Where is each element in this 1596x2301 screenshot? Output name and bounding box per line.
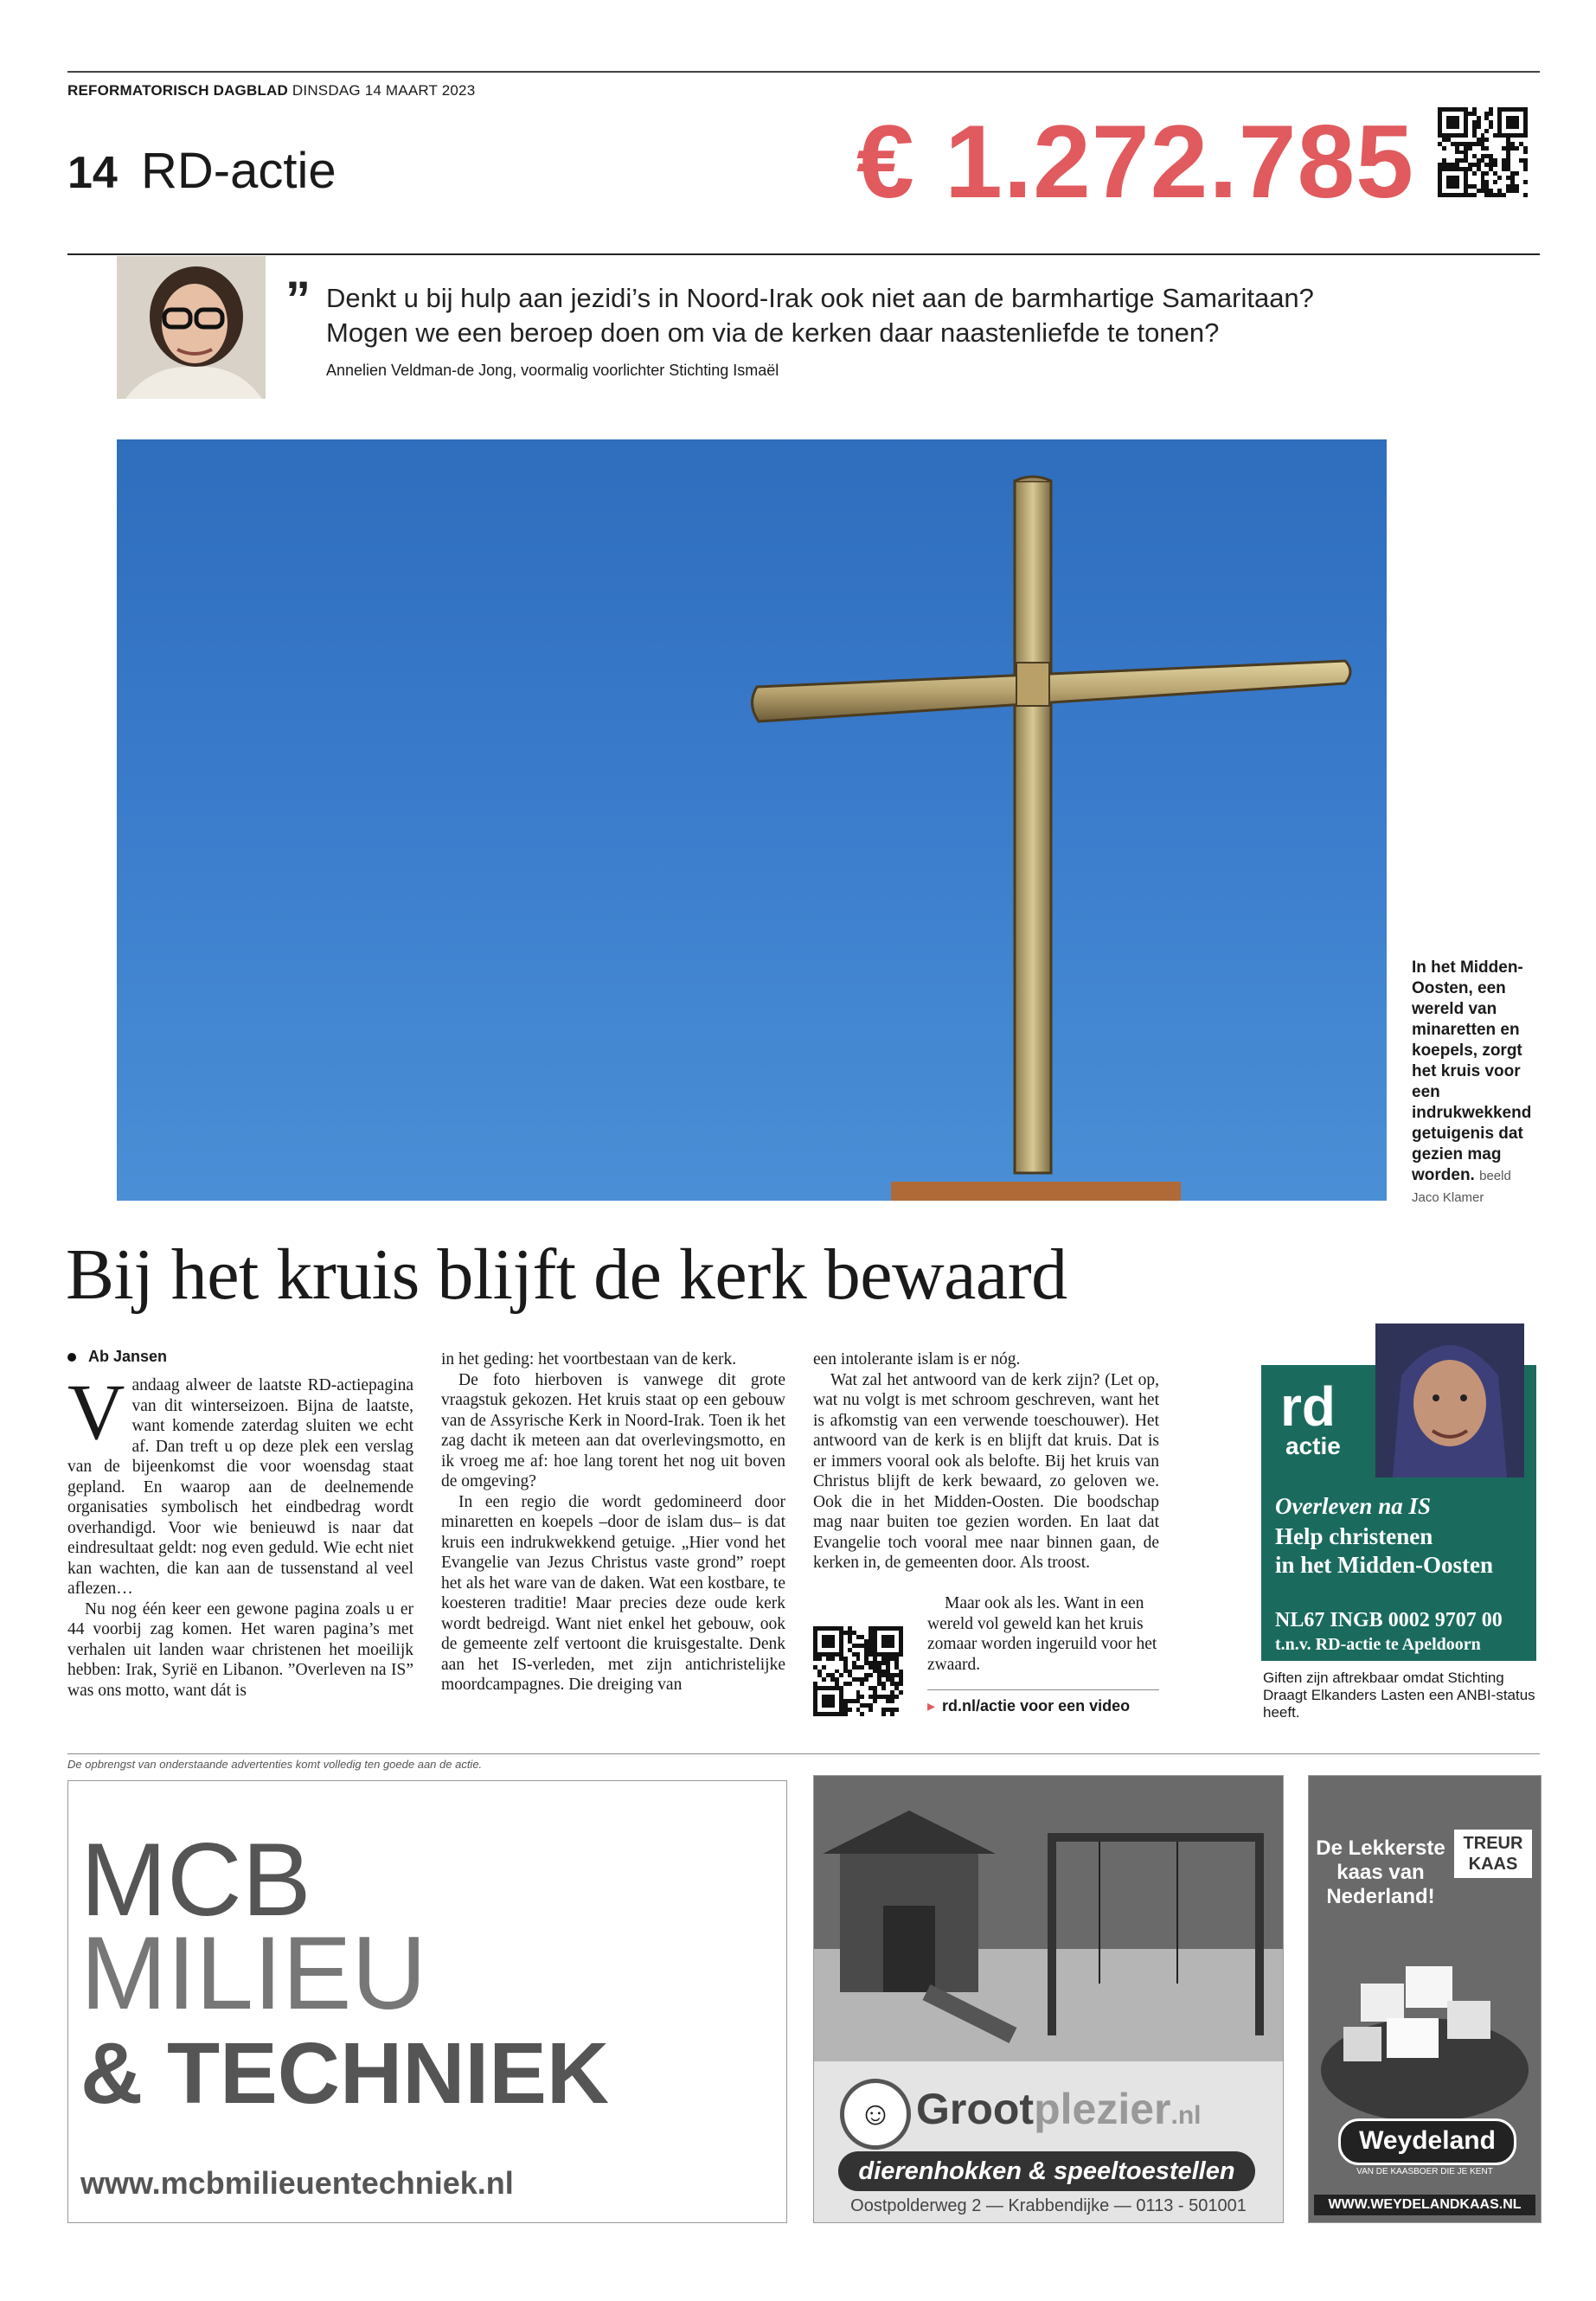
issue-date: DINSDAG 14 MAART 2023 [292,82,476,99]
mcb-line1: MCB [80,1822,311,1938]
smiley-icon: ☺ [840,2079,911,2150]
playground-photo [814,1776,1283,2061]
qr-code-icon[interactable] [1438,107,1528,197]
video-link[interactable] [927,1697,1130,1715]
article-column-1 [67,1368,413,1701]
grootplezier-address: Oostpolderweg 2 — Krabbendijke — 0113 - 501001 [850,2196,1247,2215]
weydeland-sub: VAN DE KAASBOER DIE JE KENT [1356,2167,1493,2176]
paragraph: De foto hierboven is vanwege dit grote vraagstuk gekozen. Het kruis staat op een gebouw van de Assyrische Kerk in Noord-Irak. Toen ik het zag dacht ik meteen aan dat overlevingsmotto, en ik vroeg me af: hoe lang torent het nog uit boven de omgeving? [441,1370,785,1490]
logo-rd: rd [1280,1375,1336,1438]
article-column-3 [813,1349,1159,1574]
video-link-text: rd.nl/actie voor een video [942,1697,1131,1715]
quote-source: Annelien Veldman-de Jong, voormalig voorlichter Stichting Ismaël [326,362,779,379]
mcb-line3: & TECHNIEK [80,2025,610,2122]
weydeland-brand: Weydeland [1338,2118,1516,2165]
brand-plezier: plezier [1034,2085,1171,2133]
paragraph: een intolerante islam is er nóg. [813,1350,1021,1368]
promo-tnv: t.n.v. RD-actie te Apeldoorn [1275,1635,1481,1654]
promo-iban: NL67 INGB 0002 9707 00 [1275,1609,1503,1631]
byline: Ab Jansen [67,1348,167,1366]
promo-title-line2: in het Midden-Oosten [1275,1552,1494,1578]
paragraph: andaag alweer de laatste RD-actiepagina van dit winterseizoen. Bijna de laatste, want komende zaterdag sluiten we echt af. Dan treft u op deze plek een verslag van de bijeenkomst die voor woensdag staat gepland. En waarop aan de deelnemende organisaties symbolisch het eindbedrag wordt overhandigd. Voor wie benieuwd is naar dat eindresultaat geldt: nog even geduld. Wie echt niet kan wachten, die kan aan de tussenstand al veel aflezen… [67,1376,413,1598]
top-rule [67,71,1540,73]
caption-text: In het Midden-Oosten, een wereld van minaretten en koepels, zorgt het kruis voor een indrukwekkend getuigenis dat gezien mag worden. [1412,958,1532,1184]
brand-tld: .nl [1170,2101,1202,2130]
campaign-amount: € 1.272.785 [856,104,1414,220]
paragraph: Maar ook als les. Want in een wereld vol geweld kan het kruis zomaar worden ingeruild voor het zwaard. [927,1594,1157,1674]
video-qr-code-icon[interactable] [813,1626,903,1716]
grootplezier-tagline: dierenhokken & speeltoestellen [838,2151,1255,2191]
weydeland-slogan: De Lekkerste kaas van Nederland! [1316,1836,1445,1908]
article-column-2 [441,1349,785,1695]
header-rule [67,253,1540,255]
page-number: 14 [67,148,118,198]
masthead [67,82,475,99]
credit-label: beeld [1479,1169,1511,1183]
promo-title-line1: Help christenen [1275,1523,1433,1549]
cheese-bowl-photo [1309,1923,1541,2139]
paragraph: In een regio die wordt gedomineerd door minaretten en koepels –door de islam dus– is dat kruis een indrukwekkend getuige. „Hier vond het Evangelie van Jezus Christus vaste grond” roept het als het ware van de daken. Wat een kostbare, te koesteren traditie! Maar precies deze oude kerk wordt bedreigd. Want niet enkel het gebouw, ook de gemeente zelf vertoont die kruisgestalte. Denk aan het IS-verleden, met zijn antichristelijke moordcampagnes. Die dreiging van [441,1492,785,1694]
paragraph: in het geding: het voortbestaan van de kerk. [441,1350,737,1368]
ads-rule [67,1753,1540,1754]
ad-weydeland[interactable] [1308,1775,1542,2223]
rd-actie-logo [1280,1375,1341,1460]
mcb-line2: MILIEU [80,1915,427,2031]
ad-mcb[interactable] [67,1780,787,2223]
drop-cap: V [67,1368,125,1456]
promo-note: Giften zijn aftrekbaar omdat Stichting Draagt Elkanders Lasten een ANBI-status heeft. [1263,1670,1535,1721]
promo-title [1275,1522,1493,1580]
mcb-url[interactable]: www.mcbmilieuentechniek.nl [80,2165,514,2201]
ad-grootplezier[interactable] [813,1775,1284,2223]
paragraph: Nu nog één keer een gewone pagina zoals u er 44 voorbij zag komen. Het waren pagina’s met verhalen uit landen waar christenen het moeilijk hebben: Irak, Syrië en Libanon. ”Overleven na IS” was ons motto, want dát is [67,1599,413,1700]
section-title: RD-actie [141,143,337,199]
photo-caption [1412,958,1542,1208]
quote-text: Denkt u bij hulp aan jezidi’s in Noord-Irak ook niet aan de barmhartige Samaritaan? Mogen we een beroep doen om via de kerken daar naastenliefde te tonen? [326,283,1314,348]
brand-groot: Groot [916,2085,1035,2133]
main-photo-cross [117,439,1387,1201]
photo-credit: Jaco Klamer [1412,1190,1484,1205]
promo-portrait [1375,1324,1524,1477]
promo-title-italic: Overleven na IS [1275,1493,1431,1519]
weydeland-badge: TREUR KAAS [1454,1830,1532,1878]
arrow-right-icon: ▸ [927,1697,936,1715]
article-column-3-tail [927,1593,1159,1675]
video-link-rule [927,1689,1159,1690]
quote-author-portrait [117,256,266,399]
grootplezier-brand [916,2084,1202,2134]
quote-mark-icon: ” [285,272,311,328]
logo-actie: actie [1285,1433,1341,1459]
paper-name: REFORMATORISCH DAGBLAD [67,82,288,99]
article-headline: Bij het kruis blijft de kerk bewaard [66,1234,1067,1315]
ads-note: De opbrengst van onderstaande advertenties komt volledig ten goede aan de actie. [67,1758,483,1771]
paragraph: Wat zal het antwoord van de kerk zijn? (Let op, wat nu volgt is met schroom geschreven, want het is afkomstig van een verwende toeschouwer). Het antwoord van de kerk is en blijft dat kruis. Dat is er immers vooral ook als belofte. Bij het kruis van Christus blijft de kerk bewaard, zo geloven we. Ook die in het Midden-Oosten. Die boodschap mag naar buiten toe gezien worden. En laat dat Evangelie toch vooral mee naar binnen gaan, de kerken in, de gemeenten door. Als troost. [813,1370,1159,1572]
rd-actie-promo [1261,1324,1536,1661]
weydeland-url[interactable]: WWW.WEYDELANDKAAS.NL [1314,2195,1535,2215]
